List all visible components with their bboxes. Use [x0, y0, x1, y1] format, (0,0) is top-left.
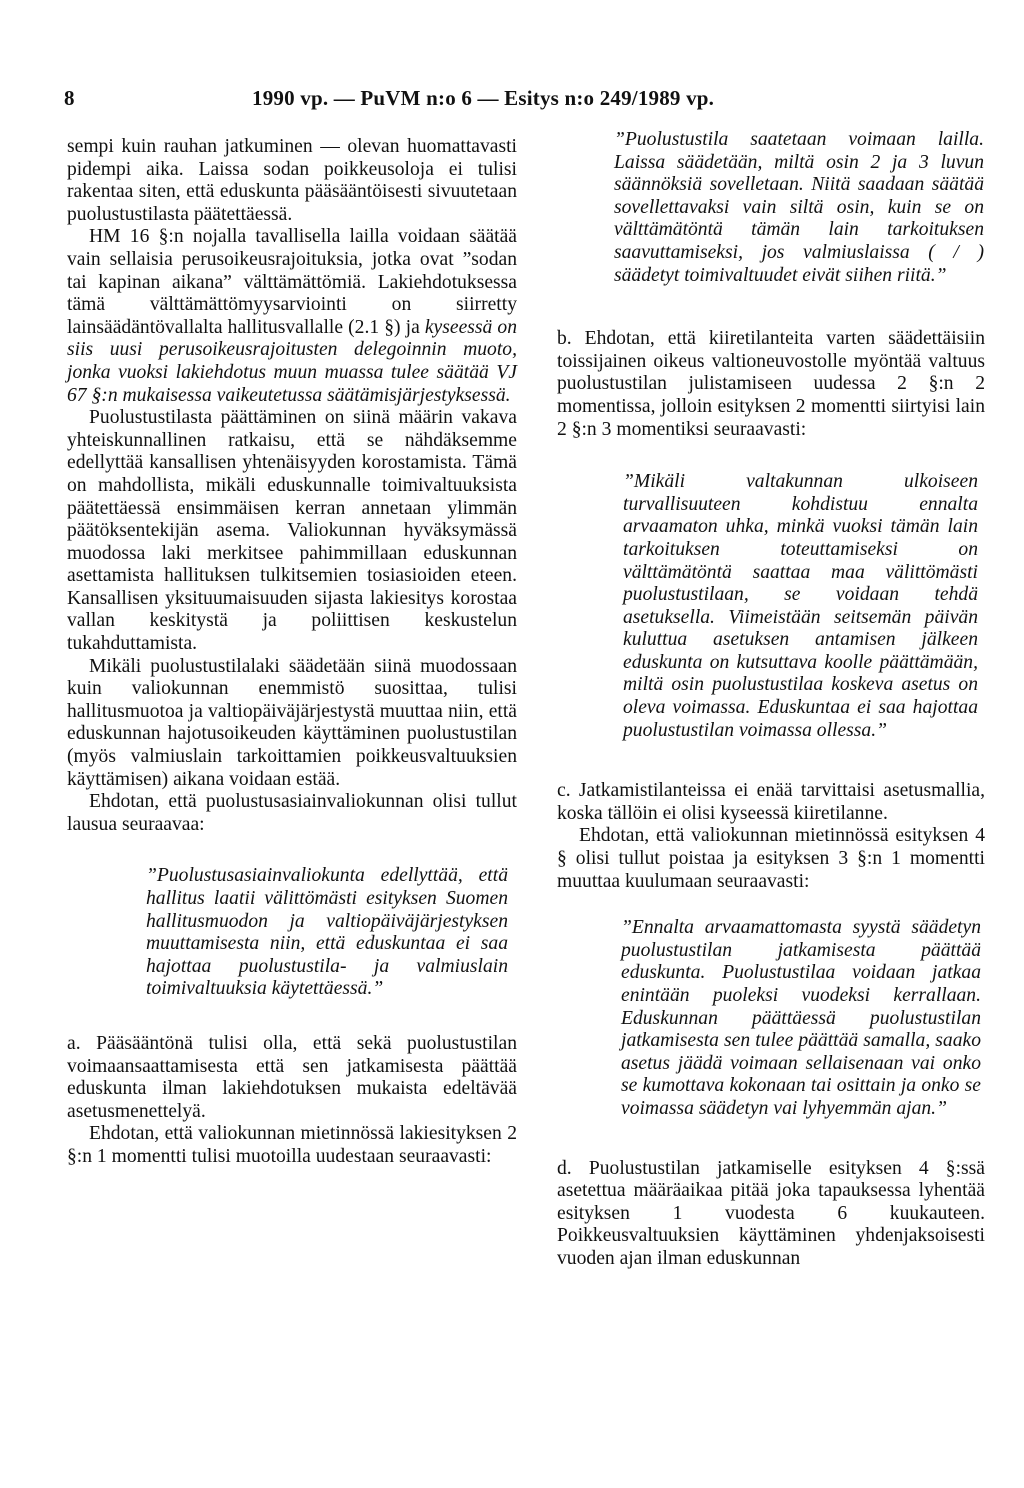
- left-column: [67, 136, 517, 1169]
- page-number: 8: [64, 86, 75, 110]
- paragraph-text: HM 16 §:n nojalla tavallisella lailla voidaan säätää vain sellaisia perusoikeusrajoituksia, jotka ovat ”sodan tai kapinan aikana” välttämättömiä. Lakiehdotuksessa tämä välttämättömyysarviointi on siirretty lainsäädäntövallalta hallitusvallalle (2.1 §) ja: [67, 226, 517, 338]
- paragraph: Ehdotan, että puolustusasiainvaliokunnan olisi tullut lausua seuraavaa:: [67, 791, 517, 835]
- paragraph: sempi kuin rauhan jatkuminen — olevan huomattavasti pidempi aika. Laissa sodan poikkeusoloja ei tulisi rakentaa siten, että eduskunta pääsääntöisesti sivuutetaan puolustustilasta päätettäessä.: [67, 136, 517, 225]
- block-quote: ”Mikäli valtakunnan ulkoiseen turvallisuuteen kohdistuu ennalta arvaamaton uhka, minkä vuoksi tämän lain tarkoituksen toteuttamiseksi on välttämätöntä saattaa maa välittömästi puolustustilaan, se voidaan tehdä asetuksella. Viimeistään seitsemän päivän kuluttua asetuksen antamisen jälkeen eduskunta on kutsuttava koolle päättämään, miltä osin puolustustilaa koskeva asetus on oleva voimassa. Eduskuntaa ei saa hajottaa puolustustilan voimassa ollessa.”: [623, 471, 978, 741]
- emphasized-text: kyseessä on siis uusi perusoikeusrajoitusten delegoinnin muoto, jonka vuoksi lakiehdotus muun muassa tulee säätää VJ 67 §:n mukaisessa vaikeutetussa säätämisjärjestyksessä.: [67, 316, 517, 406]
- paragraph: c. Jatkamistilanteissa ei enää tarvittaisi asetusmallia, koska tällöin ei olisi kyseessä kiiretilanne.: [557, 780, 985, 824]
- paragraph: Ehdotan, että valiokunnan mietinnössä lakiesityksen 2 §:n 1 momentti tulisi muotoilla uudestaan seuraavasti:: [67, 1123, 517, 1167]
- paragraph: b. Ehdotan, että kiiretilanteita varten säädettäisiin toissijainen oikeus valtioneuvostolle myöntää valtuus puolustustilan julistamiseen uudessa 2 §:n 2 momentissa, jolloin esityksen 2 momentti siirtyisi lain 2 §:n 3 momentiksi seuraavasti:: [557, 328, 985, 440]
- paragraph: Puolustustilasta päättäminen on siinä määrin vakava yhteiskunnallinen ratkaisu, että se nähdäksemme edellyttää kansallisen yhtenäisyyden korostamista. Tämä on mahdollista, mikäli eduskunnalle toimivaltuuksista päätettäessä ensimmäisen kerran annetaan ylimmän päätöksentekijän asema. Valiokunnan hyväksymässä muodossa laki merkitsee pahimmillaan eduskunnan asettamista hallituksen tulkitsemien tosiasioiden eteen. Kansallisen yksituumaisuuden sijasta lakiesitys korostaa vallan keskitystä ja poliittisen keskustelun tukahduttamista.: [67, 407, 517, 655]
- running-head: 1990 vp. — PuVM n:o 6 — Esitys n:o 249/1989 vp.: [252, 86, 715, 110]
- paragraph: Ehdotan, että valiokunnan mietinnössä esityksen 4 § olisi tullut poistaa ja esityksen 3 §:n 1 momentti muuttaa kuulumaan seuraavasti:: [557, 825, 985, 892]
- paragraph: d. Puolustustilan jatkamiselle esityksen 4 §:ssä asetettua määräaikaa pitää joka tapauksessa lyhentää esityksen 1 vuodesta 6 kuukauteen. Poikkeusvaltuuksien käyttäminen yhdenjaksoisesti vuoden ajan ilman eduskunnan: [557, 1157, 985, 1269]
- page-header: [64, 86, 964, 116]
- paragraph: [67, 226, 517, 407]
- paragraph: Mikäli puolustustilalaki säädetään siinä muodossaan kuin valiokunnan enemmistö suosittaa, tulisi hallitusmuotoa ja valtiopäiväjärjestystä muuttaa niin, että eduskunnan hajotusoikeuden käyttäminen puolustustilan (myös valmiuslain tarkoittamien poikkeusvaltuuksien käyttämisen) aikana voidaan estää.: [67, 655, 517, 790]
- paragraph: a. Pääsääntönä tulisi olla, että sekä puolustustilan voimaansaattamisesta että sen jatkamisesta päättää eduskunta ilman lakiehdotuksen mukaista edeltävää asetusmenettelyä.: [67, 1032, 517, 1122]
- block-quote: ”Ennalta arvaamattomasta syystä säädetyn puolustustilan jatkamisesta päättää eduskunta. Puolustustilaa voidaan jatkaa enintään puoleksi vuodeksi kerrallaan. Eduskunnan päättäessä puolustustilan jatkamisesta sen tulee päättää samalla, saako asetus jäädä voimaan sellaisenaan vai onko se kumottava kokonaan tai osittain ja onko se voimassa säädetyn vai lyhyemmän ajan.”: [621, 917, 981, 1119]
- block-quote: ”Puolustusasiainvaliokunta edellyttää, että hallitus laatii välittömästi esityksen Suomen hallitusmuodon ja valtiopäiväjärjestyksen muuttamisesta niin, että eduskuntaa ei saa hajottaa puolustustila- ja valmiuslain toimivaltuuksia käytettäessä.”: [146, 865, 508, 1000]
- block-quote: ”Puolustustila saatetaan voimaan lailla. Laissa säädetään, miltä osin 2 ja 3 luvun säännöksiä sovelletaan. Niitä saadaan säätää sovellettavaksi vain siltä osin, kuin se on välttämätöntä tämän lain tarkoituksen saavuttamiseksi, jos valmiuslaissa ( / ) säädetyt toimivaltuudet eivät siihen riitä.”: [614, 129, 984, 286]
- right-column: [557, 129, 985, 1271]
